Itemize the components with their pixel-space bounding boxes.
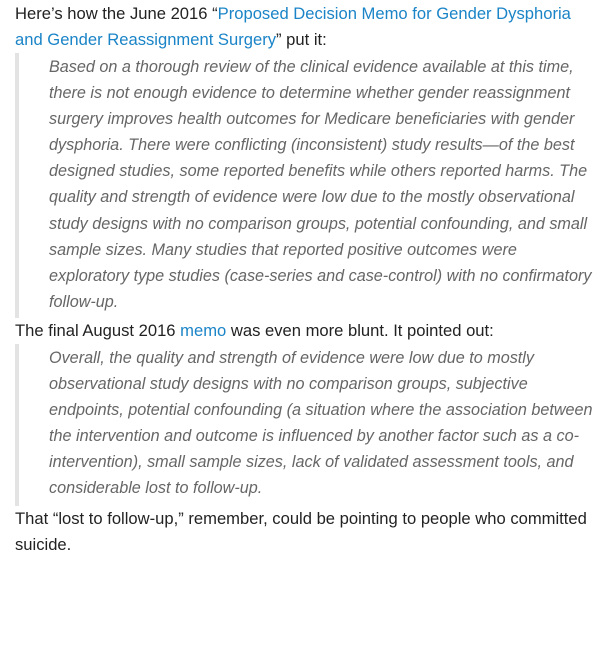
intro-paragraph	[15, 0, 598, 53]
proposed-decision-memo-link[interactable]: Proposed Decision Memo for Gender Dysphoria and Gender Reassignment Surgery	[15, 4, 571, 49]
blockquote-final-memo	[15, 344, 598, 506]
final-memo-text-before: The final August 2016	[15, 320, 181, 340]
blockquote-final-memo-text: Overall, the quality and strength of evidence were low due to mostly observational study designs with no comparison groups, subjective endpoints, potential confounding (a situation where the association between the intervention and outcome is influenced by another factor such as a co-intervention), small sample sizes, lack of validated assessment tools, and considerable lost to follow-up.	[49, 348, 593, 498]
intro-text-after: ” put it:	[276, 30, 327, 49]
blockquote-proposed-memo	[15, 53, 598, 318]
final-memo-text-after: was even more blunt. It pointed out:	[226, 320, 494, 340]
final-memo-paragraph	[15, 318, 598, 344]
final-memo-link[interactable]: memo	[180, 320, 227, 340]
intro-text-before: Here’s how the June 2016 “	[15, 4, 218, 23]
blockquote-proposed-memo-text: Based on a thorough review of the clinical evidence available at this time, there is not enough evidence to determine whether gender reassignment surgery improves health outcomes for Medicare beneficiaries with gender dysphoria. There were conflicting (inconsistent) study results—of the best designed studies, some reported benefits while others reported harms. The quality and strength of evidence were low due to the mostly observational study designs with no comparison groups, potential confounding, and small sample sizes. Many studies that reported positive outcomes were exploratory type studies (case-series and case-control) with no confirmatory follow-up.	[49, 58, 592, 311]
closing-paragraph: That “lost to follow-up,” remember, could be pointing to people who committed suicide.	[15, 508, 587, 554]
